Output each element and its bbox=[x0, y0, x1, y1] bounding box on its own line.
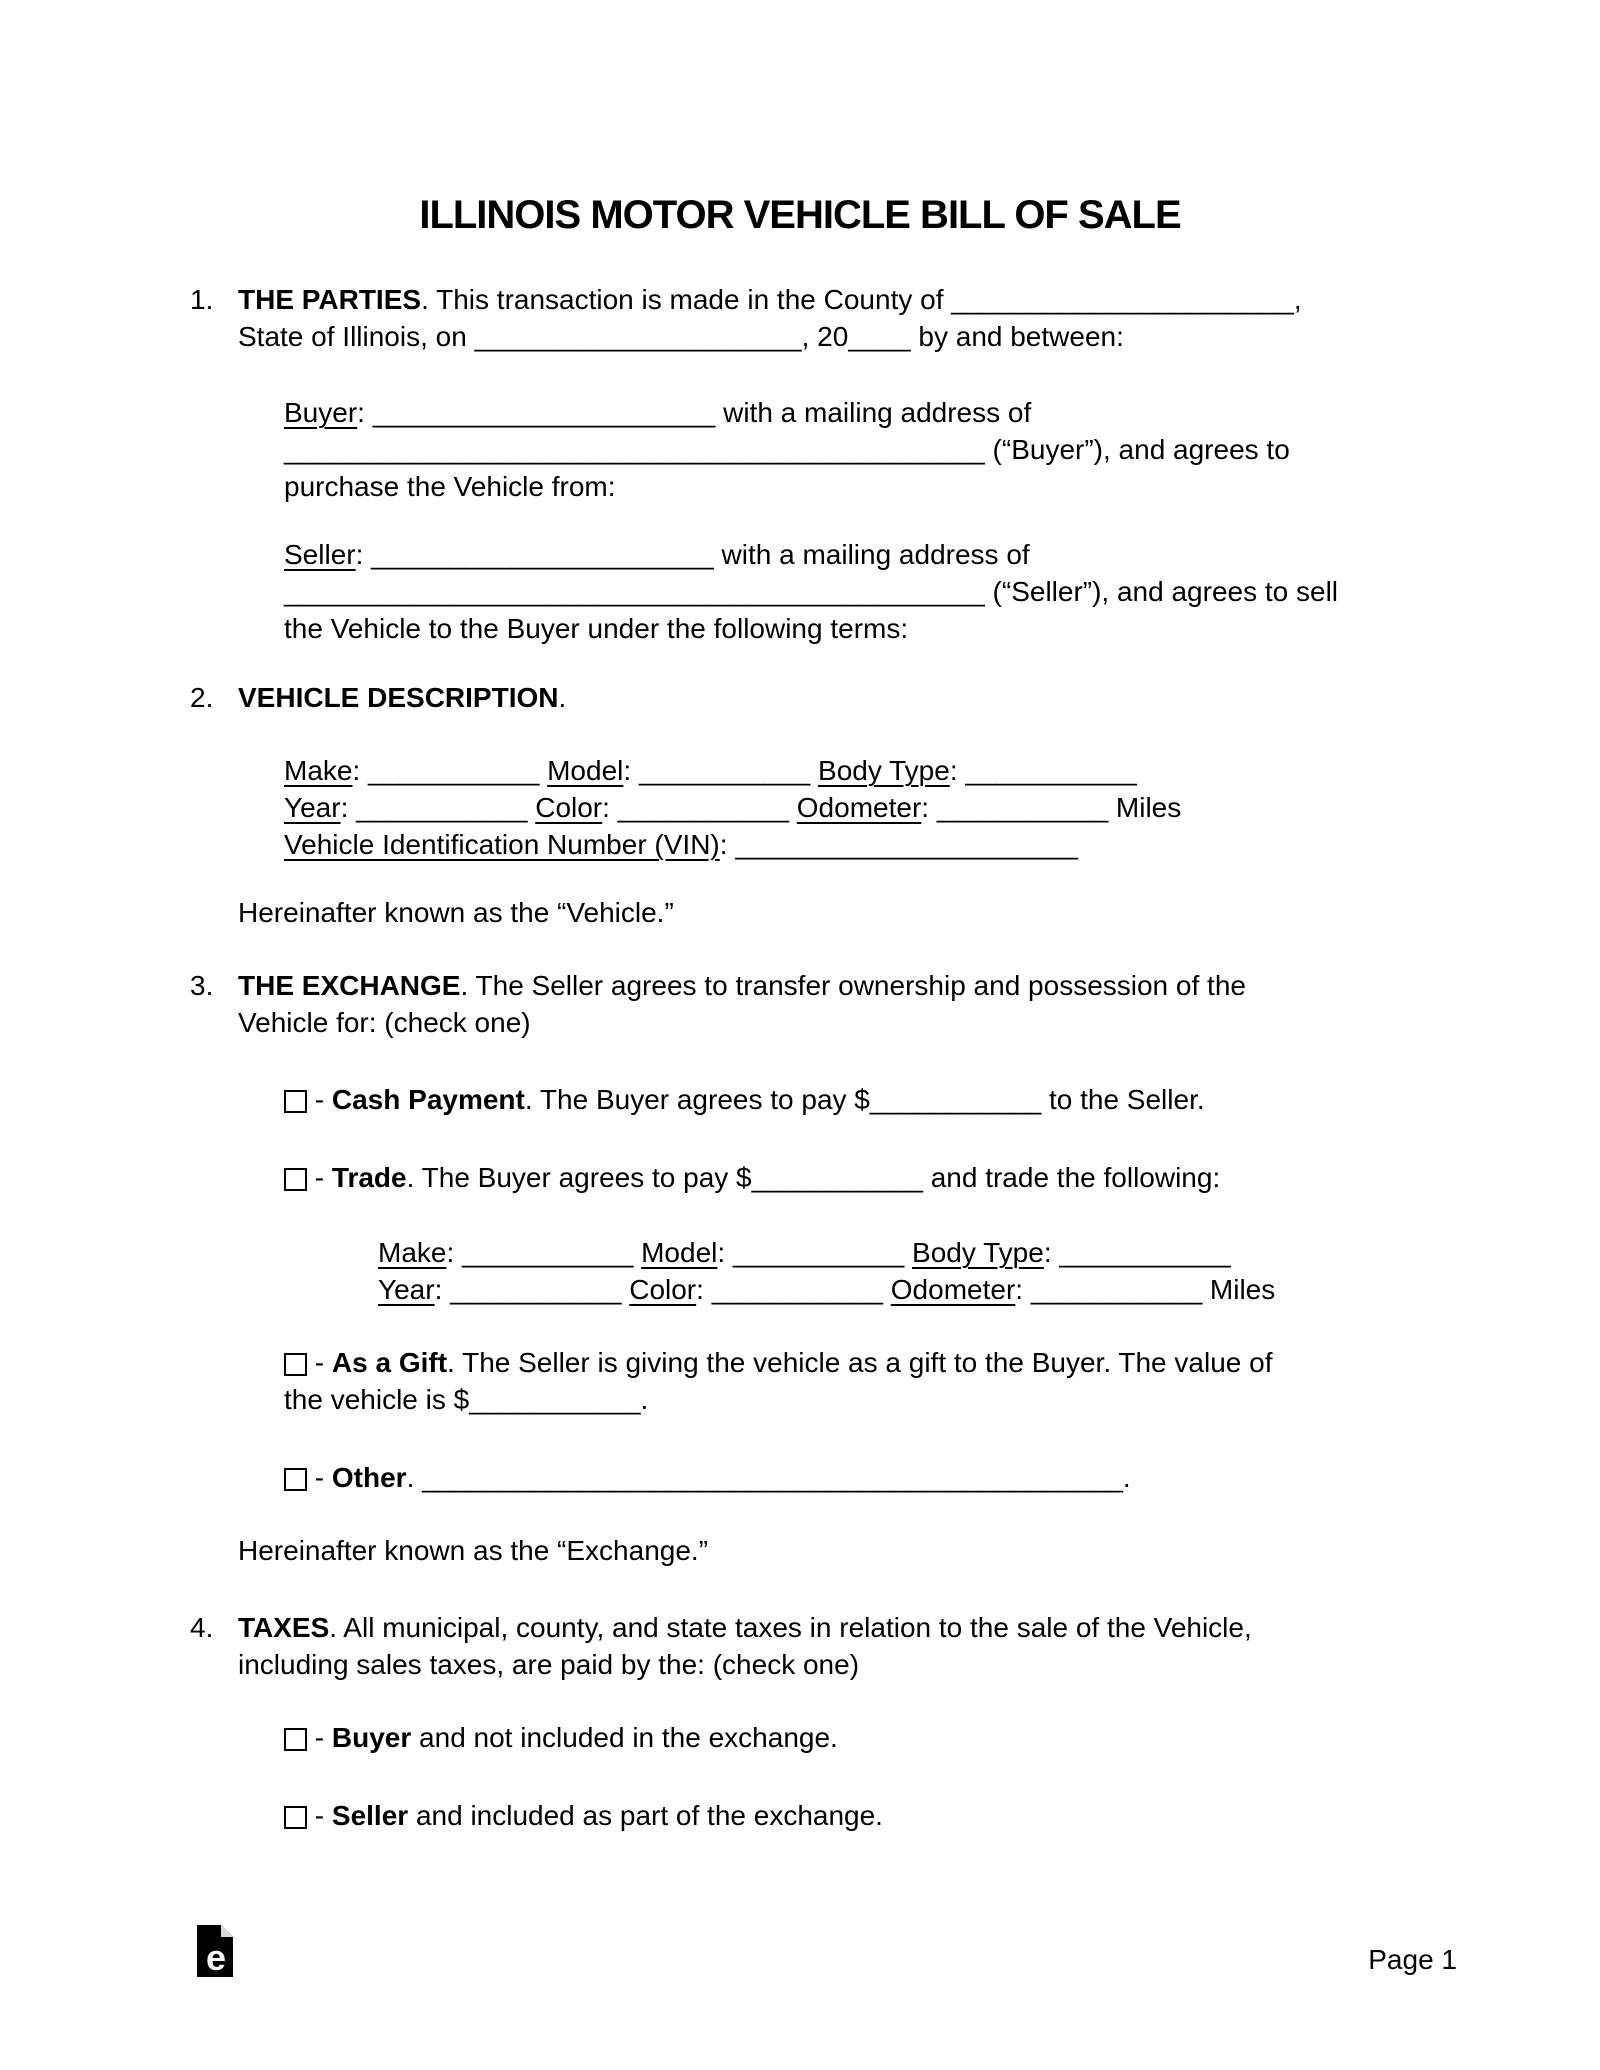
gift-option bbox=[284, 1344, 1272, 1418]
trade-option-label: Trade bbox=[331, 1162, 407, 1193]
trade-vehicle-fields bbox=[378, 1234, 1275, 1308]
taxes-seller-label: Seller bbox=[331, 1800, 409, 1831]
text: the Vehicle to the Buyer under the following terms: bbox=[284, 613, 909, 644]
make-blank[interactable]: ___________ bbox=[368, 755, 540, 786]
text: : bbox=[1015, 1274, 1024, 1305]
text: by and between: bbox=[910, 321, 1124, 352]
color-blank[interactable]: ___________ bbox=[617, 792, 789, 823]
seller-name-blank[interactable]: ______________________ bbox=[371, 539, 714, 570]
trade-year-blank[interactable]: ___________ bbox=[450, 1274, 622, 1305]
gift-option-label: As a Gift bbox=[331, 1347, 448, 1378]
text: : bbox=[1043, 1237, 1052, 1268]
vin-label: Vehicle Identification Number (VIN) bbox=[284, 829, 720, 860]
hereinafter-exchange bbox=[238, 1532, 708, 1569]
trade-amount-blank[interactable]: ___________ bbox=[751, 1162, 923, 1193]
trade-year-label: Year bbox=[378, 1274, 435, 1305]
text: and trade the following: bbox=[922, 1162, 1221, 1193]
trade-color-blank[interactable]: ___________ bbox=[711, 1274, 883, 1305]
make-label: Make bbox=[284, 755, 353, 786]
text: . This transaction is made in the County of bbox=[421, 284, 952, 315]
taxes-buyer-option bbox=[284, 1719, 838, 1756]
county-blank[interactable]: ______________________ bbox=[951, 284, 1294, 315]
text: . The Seller is giving the vehicle as a gift to the Buyer. The value of bbox=[447, 1347, 1273, 1378]
text: with a mailing address of bbox=[715, 397, 1032, 428]
odometer-blank[interactable]: ___________ bbox=[936, 792, 1109, 823]
model-label: Model bbox=[547, 755, 624, 786]
trade-model-blank[interactable]: ___________ bbox=[732, 1237, 905, 1268]
vin-blank[interactable]: ______________________ bbox=[735, 829, 1078, 860]
section-heading: TAXES bbox=[238, 1612, 330, 1643]
taxes-seller-option bbox=[284, 1797, 883, 1834]
logo-letter: e bbox=[205, 1937, 227, 1977]
section-number: 4. bbox=[190, 1612, 214, 1643]
text: : bbox=[340, 792, 349, 823]
text: : bbox=[446, 1237, 455, 1268]
text: . bbox=[1122, 1462, 1131, 1493]
taxes-buyer-checkbox-icon[interactable] bbox=[284, 1728, 307, 1751]
text: - bbox=[307, 1462, 332, 1493]
text: : bbox=[434, 1274, 443, 1305]
color-label: Color bbox=[535, 792, 603, 823]
trade-color-label: Color bbox=[629, 1274, 697, 1305]
trade-model-label: Model bbox=[641, 1237, 718, 1268]
section-exchange bbox=[190, 967, 1246, 1041]
text: . The Buyer agrees to pay $ bbox=[406, 1162, 752, 1193]
seller-label: Seller bbox=[284, 539, 356, 570]
trade-make-label: Make bbox=[378, 1237, 447, 1268]
section-number: 3. bbox=[190, 970, 214, 1001]
cash-amount-blank[interactable]: ___________ bbox=[869, 1084, 1042, 1115]
text: . bbox=[406, 1462, 423, 1493]
trade-checkbox-icon[interactable] bbox=[284, 1168, 307, 1191]
document-title: ILLINOIS MOTOR VEHICLE BILL OF SALE bbox=[419, 193, 1181, 237]
model-blank[interactable]: ___________ bbox=[638, 755, 811, 786]
other-option-label: Other bbox=[331, 1462, 407, 1493]
year-blank[interactable]: ___________ bbox=[356, 792, 528, 823]
eforms-logo-icon bbox=[197, 1925, 233, 1977]
trade-body-type-blank[interactable]: ___________ bbox=[1059, 1237, 1231, 1268]
text: with a mailing address of bbox=[713, 539, 1030, 570]
text: including sales taxes, are paid by the: (check one) bbox=[238, 1649, 860, 1680]
text: (“Seller”), and agrees to sell bbox=[984, 576, 1339, 607]
text: purchase the Vehicle from: bbox=[284, 471, 616, 502]
text: - bbox=[307, 1347, 332, 1378]
buyer-paragraph bbox=[284, 394, 1290, 505]
hereinafter-vehicle bbox=[238, 894, 674, 931]
trade-body-type-label: Body Type bbox=[912, 1237, 1044, 1268]
section-heading: VEHICLE DESCRIPTION bbox=[238, 682, 559, 713]
cash-checkbox-icon[interactable] bbox=[284, 1090, 307, 1113]
text: . The Buyer agrees to pay $ bbox=[524, 1084, 870, 1115]
text: . All municipal, county, and state taxes in relation to the sale of the Vehicle, bbox=[329, 1612, 1252, 1643]
cash-option-label: Cash Payment bbox=[331, 1084, 525, 1115]
other-blank[interactable]: _____________________________________________ bbox=[422, 1462, 1123, 1493]
text: - bbox=[307, 1800, 332, 1831]
odometer-label: Odometer bbox=[796, 792, 922, 823]
text: - bbox=[307, 1084, 332, 1115]
text: Miles bbox=[1108, 792, 1182, 823]
date-blank[interactable]: _____________________ bbox=[474, 321, 802, 352]
buyer-name-blank[interactable]: ______________________ bbox=[372, 397, 716, 428]
text: and included as part of the exchange. bbox=[408, 1800, 883, 1831]
year-label: Year bbox=[284, 792, 341, 823]
buyer-label: Buyer bbox=[284, 397, 358, 428]
text: to the Seller. bbox=[1041, 1084, 1205, 1115]
text: : bbox=[949, 755, 958, 786]
section-heading: THE EXCHANGE bbox=[238, 970, 461, 1001]
section-parties bbox=[190, 281, 1302, 355]
text: . bbox=[558, 682, 567, 713]
section-number: 2. bbox=[190, 682, 214, 713]
body-type-blank[interactable]: ___________ bbox=[965, 755, 1137, 786]
gift-checkbox-icon[interactable] bbox=[284, 1353, 307, 1376]
text: Miles bbox=[1202, 1274, 1276, 1305]
other-checkbox-icon[interactable] bbox=[284, 1468, 307, 1491]
text: Hereinafter known as the “Exchange.” bbox=[238, 1535, 709, 1566]
gift-value-blank[interactable]: ___________ bbox=[469, 1384, 641, 1415]
cash-payment-option bbox=[284, 1081, 1205, 1118]
text: : bbox=[719, 829, 728, 860]
other-option bbox=[284, 1459, 1131, 1496]
text: : bbox=[623, 755, 632, 786]
year-blank[interactable]: ____ bbox=[848, 321, 911, 352]
text: : bbox=[602, 792, 610, 823]
text: Vehicle for: (check one) bbox=[238, 1007, 531, 1038]
text: - bbox=[307, 1162, 332, 1193]
text: State of Illinois, on bbox=[238, 321, 475, 352]
trade-odometer-blank[interactable]: ___________ bbox=[1030, 1274, 1203, 1305]
section-number: 1. bbox=[190, 284, 214, 315]
section-heading: THE PARTIES bbox=[238, 284, 422, 315]
text: : bbox=[357, 397, 365, 428]
text: , bbox=[1293, 284, 1302, 315]
text: (“Buyer”), and agrees to bbox=[984, 434, 1290, 465]
section-vehicle-description bbox=[190, 679, 566, 716]
text: , 20 bbox=[801, 321, 849, 352]
trade-odometer-label: Odometer bbox=[890, 1274, 1016, 1305]
text: the vehicle is $ bbox=[284, 1384, 470, 1415]
text: : bbox=[355, 539, 364, 570]
text: - bbox=[307, 1722, 332, 1753]
trade-make-blank[interactable]: ___________ bbox=[462, 1237, 634, 1268]
text: . The Seller agrees to transfer ownership and possession of the bbox=[460, 970, 1246, 1001]
text: : bbox=[921, 792, 930, 823]
text: Hereinafter known as the “Vehicle.” bbox=[238, 897, 674, 928]
trade-option bbox=[284, 1159, 1220, 1196]
text: : bbox=[352, 755, 361, 786]
text: : bbox=[717, 1237, 726, 1268]
taxes-buyer-label: Buyer bbox=[331, 1722, 412, 1753]
body-type-label: Body Type bbox=[818, 755, 950, 786]
seller-paragraph bbox=[284, 536, 1338, 647]
text: : bbox=[696, 1274, 704, 1305]
vehicle-fields bbox=[284, 752, 1181, 863]
section-taxes bbox=[190, 1609, 1252, 1683]
page-number: Page 1 bbox=[1368, 1944, 1457, 1975]
text: and not included in the exchange. bbox=[411, 1722, 838, 1753]
seller-address-blank[interactable]: _____________________________________________ bbox=[284, 576, 985, 607]
text: . bbox=[640, 1384, 649, 1415]
buyer-address-blank[interactable]: _____________________________________________ bbox=[284, 434, 985, 465]
taxes-seller-checkbox-icon[interactable] bbox=[284, 1806, 307, 1829]
